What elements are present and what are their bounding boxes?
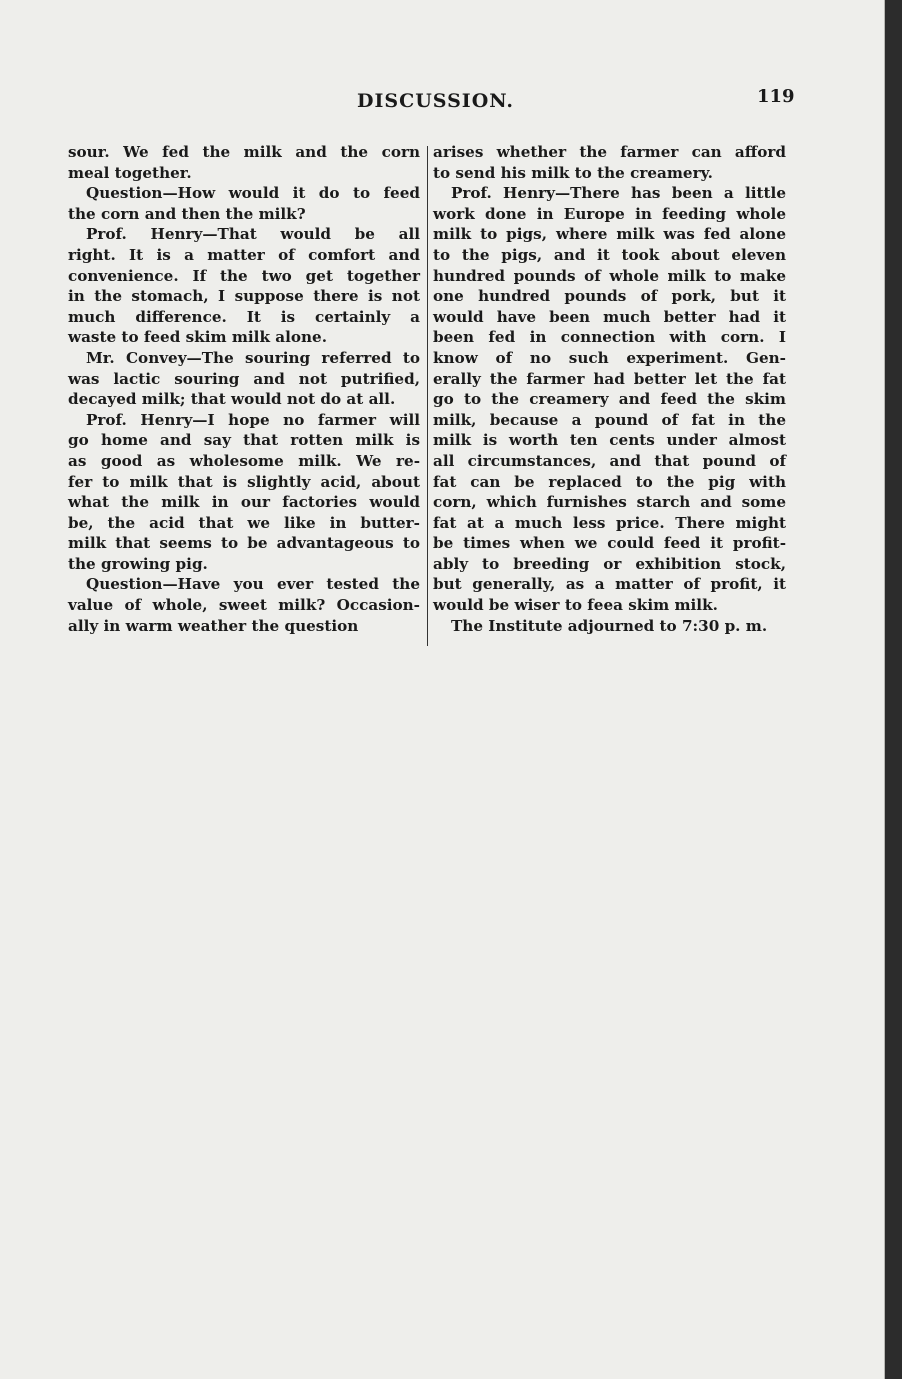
text-line: but generally, as a matter of profit, it	[433, 575, 786, 594]
text-line: fat at a much less price. There might	[433, 513, 786, 532]
text-line: go to the creamery and feed the skim	[433, 390, 786, 409]
text-line: milk, because a pound of fat in the	[433, 410, 786, 429]
text-line: decayed milk; that would not do at all.	[68, 390, 396, 409]
text-line: one hundred pounds of pork, but it	[433, 287, 786, 306]
text-line: waste to feed skim milk alone.	[68, 328, 327, 347]
paragraph	[68, 410, 420, 575]
text-line: sour. We fed the milk and the corn	[68, 143, 420, 161]
text-line: Prof. Henry—That would be all	[86, 225, 420, 244]
text-line: be, the acid that we like in butter-	[68, 513, 420, 532]
text-line: corn, which furnishes starch and some	[433, 493, 786, 512]
text-line: right. It is a matter of comfort and	[68, 245, 420, 264]
text-line: Mr. Convey—The souring referred to	[86, 348, 420, 367]
text-line: as good as wholesome milk. We re-	[68, 451, 420, 470]
paragraph	[68, 574, 420, 636]
paragraph	[433, 183, 786, 615]
text-line: work done in Europe in feeding whole	[433, 204, 786, 223]
text-line: know of no such experiment. Gen-	[433, 348, 786, 367]
text-line: Question—How would it do to feed	[86, 184, 420, 203]
paragraph	[433, 616, 786, 637]
text-line: convenience. If the two get together	[68, 266, 420, 285]
page-number: 119	[757, 86, 795, 107]
text-line: value of whole, sweet milk? Occasion-	[68, 596, 420, 615]
text-line: would have been much better had it	[433, 307, 786, 326]
text-line: go home and say that rotten milk is	[68, 431, 420, 450]
text-line: Question—Have you ever tested the	[86, 575, 420, 594]
text-line: to the pigs, and it took about eleven	[433, 245, 786, 264]
text-line: ably to breeding or exhibition stock,	[433, 554, 786, 573]
text-line: all circumstances, and that pound of	[433, 451, 786, 470]
text-line: ally in warm weather the question	[68, 616, 359, 635]
book-spine-edge	[885, 0, 902, 1379]
text-line: to send his milk to the creamery.	[433, 163, 713, 182]
text-line: fat can be replaced to the pig with	[433, 472, 786, 491]
text-line: arises whether the farmer can afford	[433, 143, 786, 161]
text-line: milk is worth ten cents under almost	[433, 431, 786, 450]
paragraph	[68, 348, 420, 410]
text-line: be times when we could feed it profit-	[433, 534, 786, 553]
text-line: Prof. Henry—I hope no farmer will	[86, 410, 420, 429]
text-line: the corn and then the milk?	[68, 204, 306, 223]
right-text-column	[433, 142, 786, 636]
text-line: milk that seems to be advantageous to	[68, 534, 420, 553]
text-line: what the milk in our factories would	[68, 493, 420, 512]
paragraph	[68, 142, 420, 183]
text-line: was lactic souring and not putrified,	[68, 369, 420, 388]
paragraph	[68, 224, 420, 348]
text-line: hundred pounds of whole milk to make	[433, 266, 786, 285]
text-line: fer to milk that is slightly acid, about	[68, 472, 420, 491]
left-text-column	[68, 142, 420, 636]
paragraph	[68, 183, 420, 224]
text-line: Prof. Henry—There has been a little	[451, 184, 786, 203]
text-line: would be wiser to feea skim milk.	[433, 596, 718, 615]
column-divider	[427, 146, 428, 646]
paragraph	[433, 142, 786, 183]
running-head-title: DISCUSSION.	[357, 90, 515, 112]
text-line: in the stomach, I suppose there is not	[68, 287, 420, 306]
text-line: The Institute adjourned to 7:30 p. m.	[451, 616, 768, 635]
text-line: much difference. It is certainly a	[68, 307, 420, 326]
text-line: been fed in connection with corn. I	[433, 328, 786, 347]
text-line: erally the farmer had better let the fat	[433, 369, 786, 388]
text-line: milk to pigs, where milk was fed alone	[433, 225, 786, 244]
text-line: the growing pig.	[68, 554, 208, 573]
text-line: meal together.	[68, 163, 192, 182]
